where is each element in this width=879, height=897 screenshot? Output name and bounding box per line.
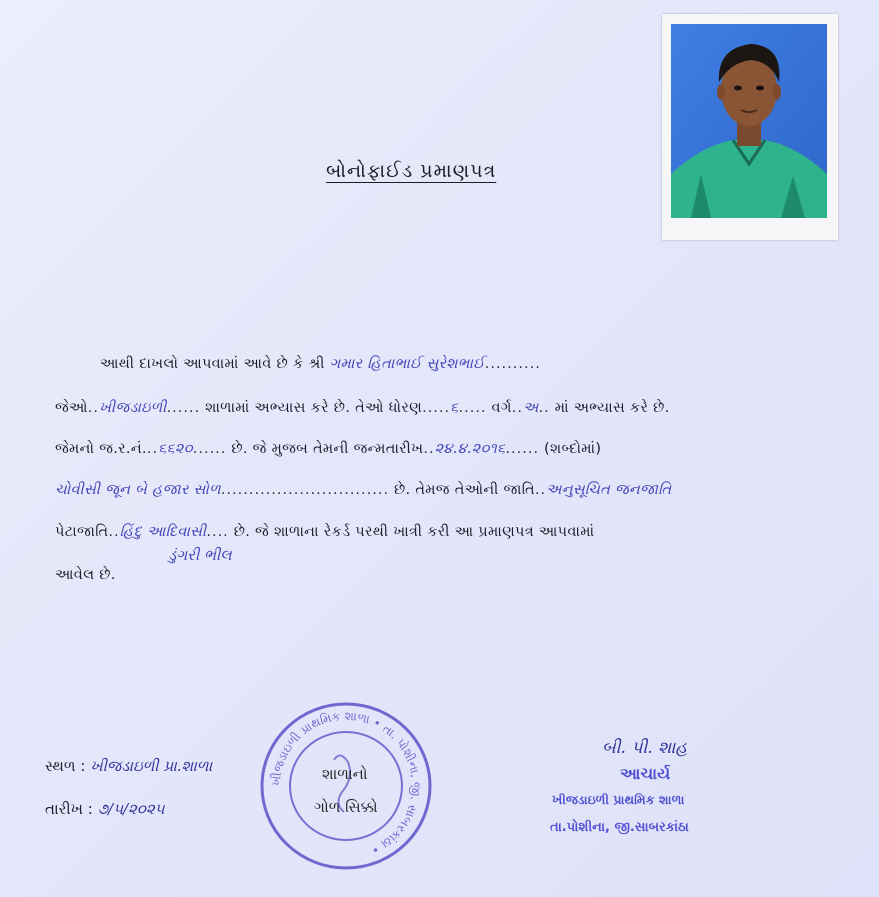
gr-number: ૬૬૨૦ (158, 441, 193, 457)
division: અ (522, 400, 539, 416)
principal-title: આચાર્ય (620, 764, 671, 783)
body-line-5: પેટાજાતિ..હિંદુ આદિવાસી.... છે. જે શાળાના રેકર્ડ પરથી ખાત્રી કરી આ પ્રમાણપત્ર આપવામાં (55, 524, 595, 540)
line1-prefix: આથી દાખલો આપવામાં આવે છે કે શ્રી (100, 356, 325, 372)
seal-ring-text: ખીજડાઇળી પ્રાથમિક શાળા • તા. પોશીના, જી. સાબરકાંઠા • (268, 708, 424, 858)
school-seal (256, 700, 436, 872)
line2-mid: શાળામાં અભ્યાસ કરે છે. તેઓ ધોરણ (205, 400, 423, 416)
line2-prefix: જેઓ (55, 400, 88, 416)
caste: અનુસૂચિત જનજાતિ (546, 482, 672, 498)
line3-mid: છે. જે મુજબ તેમની જન્મતારીખ (231, 441, 424, 457)
principal-school: ખીજડાઇળી પ્રાથમિક શાળા (552, 792, 685, 807)
place-label: સ્થળ : (45, 757, 86, 775)
line5-suffix: છે. જે શાળાના રેકર્ડ પરથી ખાત્રી કરી આ પ્રમાણપત્ર આપવામાં (233, 524, 595, 540)
birth-date: ૨૪.૪.૨૦૧૬ (434, 441, 506, 457)
student-photo (671, 24, 827, 218)
date-value: ૭/૫/૨૦૨૫ (97, 800, 165, 818)
certificate-title: બોનોફાઈડ પ્રમાણપત્ર (326, 160, 497, 182)
seal-label-line2: ગોળ સિક્કો (314, 798, 378, 816)
line3-suffix: (શબ્દોમાં) (544, 441, 602, 457)
student-photo-frame (662, 14, 838, 240)
seal-label-line1: શાળાનો (322, 765, 368, 783)
dots: .......... (484, 356, 541, 372)
school-name: ખીજડાઇળી (98, 400, 167, 416)
class-label: વર્ગ (491, 400, 512, 416)
place-row (45, 757, 212, 775)
standard: ૬ (450, 400, 459, 416)
line4-mid: છે. તેમજ તેઓની જાતિ (394, 482, 535, 498)
sub-caste: હિંદુ આદિવાસી (119, 524, 207, 540)
date-row (45, 800, 165, 818)
body-line-2: જેઓ..ખીજડાઇળી...... શાળામાં અભ્યાસ કરે છે. તેઓ ધોરણ.....૬..... વર્ગ..અ.. માં અભ્યાસ કરે છે. (55, 400, 670, 416)
body-line-1 (100, 356, 541, 372)
student-portrait-image (671, 24, 827, 218)
body-line-6: આવેલ છે. (55, 567, 116, 583)
body-line-4: ચોવીસી જૂન બે હજાર સોળ.............................. છે. તેમજ તેઓની જાતિ..અનુસૂચિત જનજાતિ (55, 482, 672, 498)
line3-prefix: જેમનો જ.ર.નં. (55, 441, 147, 457)
birth-date-words: ચોવીસી જૂન બે હજાર સોળ (55, 482, 221, 498)
principal-address: તા.પોશીના, જી.સાબરકાંઠા (550, 820, 689, 835)
line5-prefix: પેટાજાતિ (55, 524, 109, 540)
place-value: ખીજડાઇળી પ્રા.શાળા (90, 757, 213, 775)
date-label: તારીખ : (45, 800, 93, 818)
seal-stamp-image (256, 700, 436, 872)
line2-suffix: માં અભ્યાસ કરે છે. (554, 400, 670, 416)
body-line-3: જેમનો જ.ર.નં...૬૬૨૦...... છે. જે મુજબ તેમની જન્મતારીખ..૨૪.૪.૨૦૧૬...... (શબ્દોમાં) (55, 441, 602, 457)
student-name: ગમાર હિતાભાઈ સુરેશભાઈ (329, 356, 485, 372)
principal-signature: બી. પી. શાહ (602, 738, 688, 758)
sub-caste-note: ડુંગરી ભીલ (168, 546, 232, 564)
